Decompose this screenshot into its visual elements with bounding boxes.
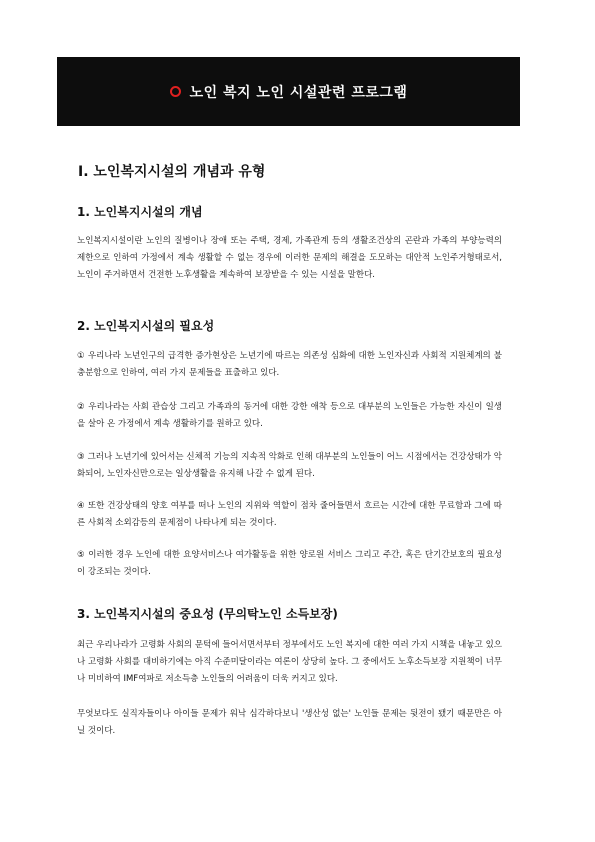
importance-paragraph-1: 최근 우리나라가 고령화 사회의 문턱에 들어서면서부터 정부에서도 노인 복지에 대한 여러 가지 시책을 내놓고 있으나 고령화 사회를 대비하기에는 아직 수준미달이라는 여론이 상당히 높다. 그 중에서도 노후소득보장 지원책이 너무나 미비하여 IMF여파로 저소득층 노인들의 어려움이 더욱 커지고 있다. (77, 640, 502, 685)
necessity-item-5: ⑤ 이러한 경우 노인에 대한 요양서비스나 여가활동을 위한 양로원 서비스 그리고 주간, 혹은 단기간보호의 필요성이 강조되는 것이다. (77, 550, 502, 578)
necessity-item-3: ③ 그러나 노년기에 있어서는 신체적 기능의 지속적 악화로 인해 대부분의 노인들이 어느 시점에서는 건강상태가 악화되어, 노인자신만으로는 일상생활을 유지해 나갈 수 없게 된다. (77, 452, 502, 480)
title-banner (57, 57, 520, 126)
concept-heading: 1. 노인복지시설의 개념 (77, 205, 203, 219)
necessity-heading: 2. 노인복지시설의 필요성 (77, 319, 215, 333)
section-heading: Ⅰ. 노인복지시설의 개념과 유형 (78, 164, 266, 180)
page-title: 노인 복지 노인 시설관련 프로그램 (189, 84, 408, 101)
concept-paragraph: 노인복지시설이란 노인의 질병이나 장애 또는 주택, 경제, 가족관계 등의 생활조건상의 곤란과 가족의 부양능력의 제한으로 인하여 가정에서 계속 생활할 수 없는 경우에 이러한 문제의 해결을 도모하는 대안적 노인주거형태로서, 노인이 주거하면서 건전한 노후생활을 계속하여 보장받을 수 있는 시설을 말한다. (77, 236, 502, 281)
necessity-item-4: ④ 또한 건강상태의 양호 여부를 떠나 노인의 지위와 역할이 점차 줄어들면서 흐르는 시간에 대한 무료함과 그에 따른 사회적 소외감등의 문제점이 나타나게 되는 것이다. (77, 501, 502, 529)
importance-heading: 3. 노인복지시설의 중요성 (무의탁노인 소득보장) (77, 607, 338, 621)
necessity-item-2: ② 우리나라는 사회 관습상 그리고 가족과의 동거에 대한 강한 애착 등으로 대부분의 노인들은 가능한 자신이 일생을 살아 온 가정에서 계속 생활하기를 원하고 있다. (77, 402, 502, 430)
necessity-item-1: ① 우리나라 노년인구의 급격한 증가현상은 노년기에 따르는 의존성 심화에 대한 노인자신과 사회적 지원체계의 불충분함으로 인하여, 여러 가지 문제들을 표출하고 있다. (77, 351, 502, 379)
importance-paragraph-2: 무엇보다도 실직자들이나 아이들 문제가 워낙 심각하다보니 '생산성 없는' 노인들 문제는 뒷전이 됐기 때문만은 아닐 것이다. (77, 709, 502, 737)
circle-marker-icon (170, 86, 181, 97)
